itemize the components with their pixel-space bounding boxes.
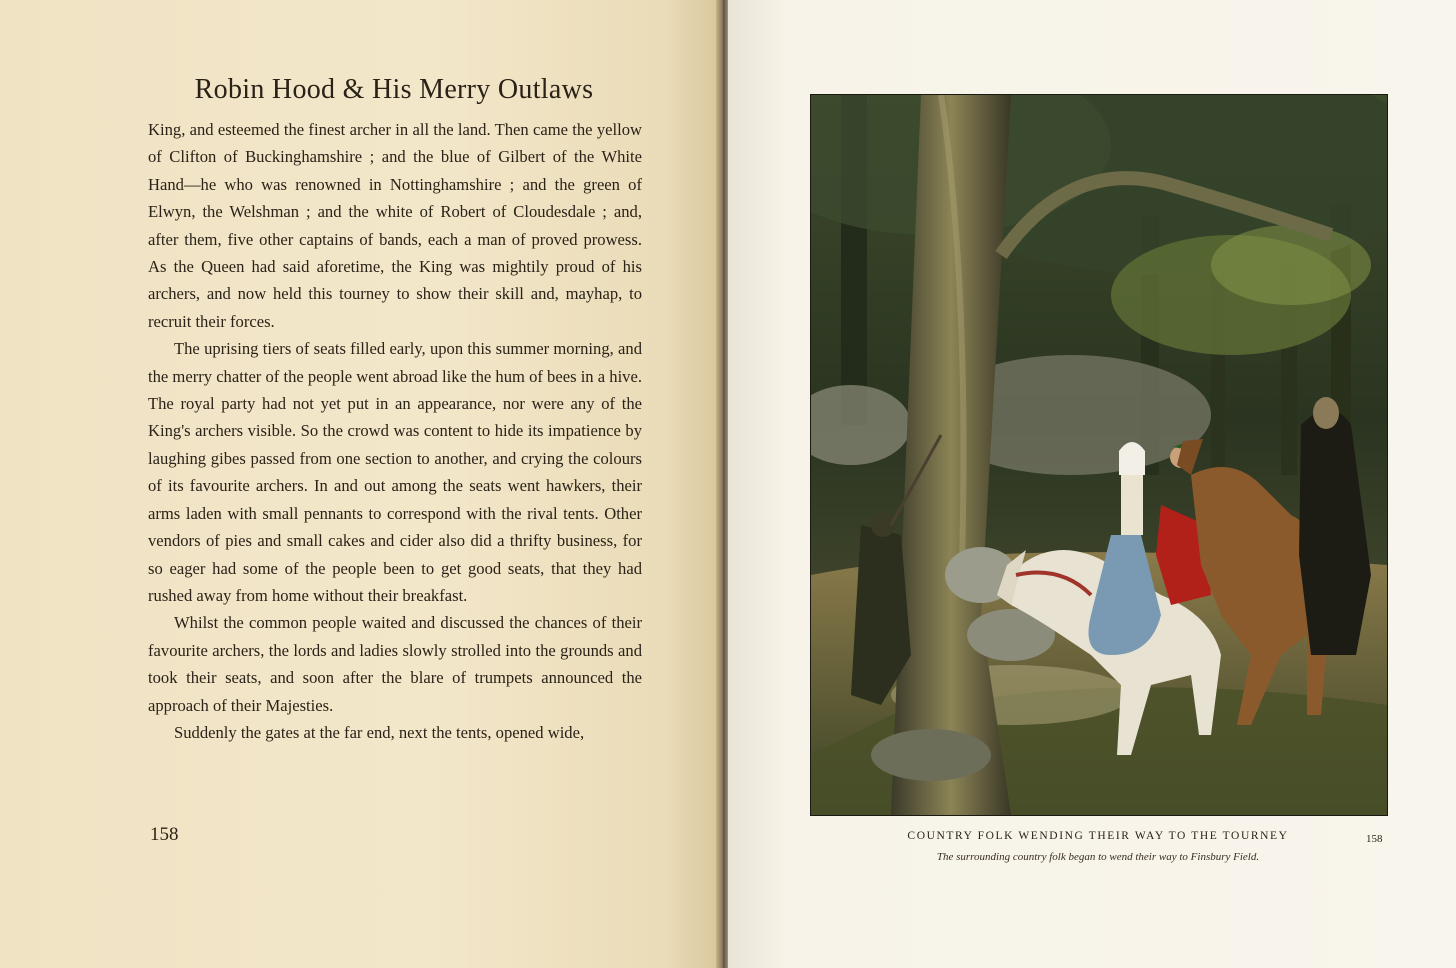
paragraph-2: The uprising tiers of seats filled early, upon this summer morning, and the merry chatter of the people went abroad like the hum of bees in a hive. The royal party had not yet put in an appearance, nor were any of the King's archers visible. So the crowd was content to hide its impatience by laughing gibes passed from one section to another, and crying the colours of its favourite archers. In and out among the seats went hawkers, their arms laden with small pennants to correspond with the rival tents. Other vendors of pies and small cakes and cider also did a thrifty business, for so eager had some of the people been to get good seats, that they had rushed away from home without their breakfast. [148, 339, 642, 605]
page-number-left: 158 [150, 824, 179, 845]
left-page [0, 0, 722, 968]
body-text [148, 116, 642, 746]
forest-riders-illustration [811, 95, 1387, 815]
running-head: Robin Hood & His Merry Outlaws [194, 74, 594, 105]
illustration-plate [810, 94, 1388, 816]
paragraph-1: King, and esteemed the finest archer in all the land. Then came the yellow of Clifton of Buckinghamshire ; and the blue of Gilbert of the White Hand—he who was renowned in Nottinghamshire ; and the green of Elwyn, the Welshman ; and the white of Robert of Cloudesdale ; and, after them, five other captains of bands, each a man of proved prowess. As the Queen had said aforetime, the King was mightily proud of his archers, and now held this tourney to show their skill and, mayhap, to recruit their forces. [148, 120, 642, 331]
plate-caption-title: COUNTRY FOLK WENDING THEIR WAY TO THE TOURNEY [907, 830, 1289, 842]
page-number-right: 158 [1366, 833, 1383, 845]
paragraph-4: Suddenly the gates at the far end, next the tents, opened wide, [174, 722, 585, 742]
plate-caption-subtitle: The surrounding country folk began to wend their way to Finsbury Field. [936, 851, 1260, 863]
paragraph-3: Whilst the common people waited and discussed the chances of their favourite archers, the lords and ladies slowly strolled into the grounds and took their seats, and soon after the blare of trumpets announced the approach of their Majesties. [148, 613, 642, 715]
